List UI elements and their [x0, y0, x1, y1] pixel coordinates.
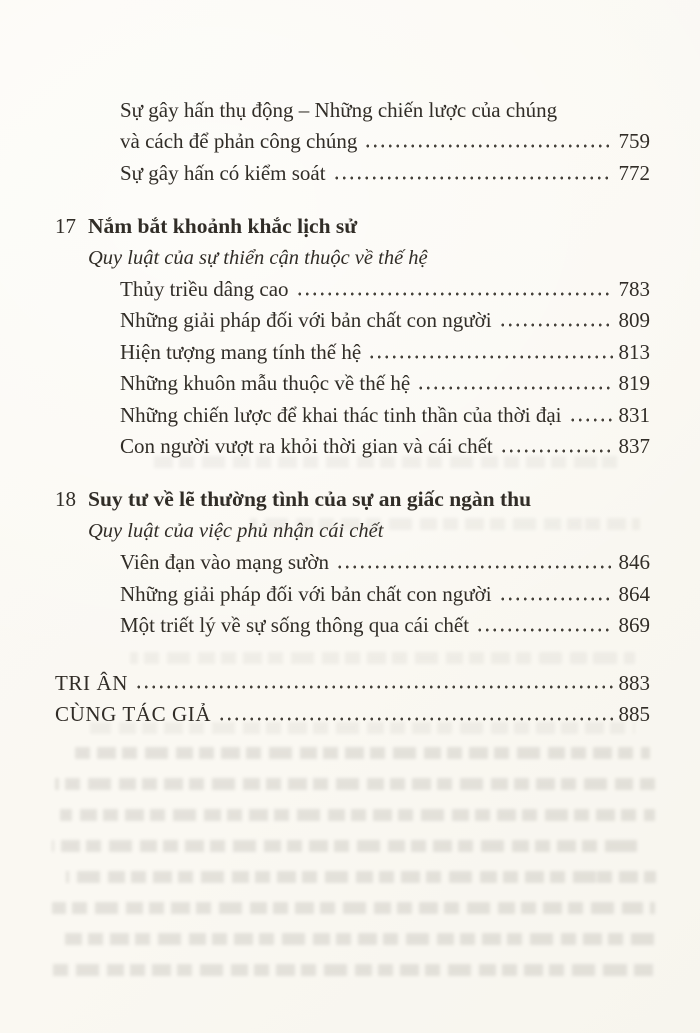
- toc-entry-label: Những khuôn mẫu thuộc về thế hệ: [120, 371, 411, 396]
- bleed-line: [60, 809, 655, 821]
- chapter-title: Nắm bắt khoảnh khắc lịch sử: [88, 214, 358, 239]
- bleed-line: [58, 933, 655, 945]
- dotted-leader: [499, 579, 613, 610]
- toc-entry-page: 864: [618, 581, 650, 606]
- toc-section-continuation: [55, 95, 650, 189]
- toc-entry-page: 837: [618, 434, 650, 459]
- dotted-leader: [500, 431, 613, 462]
- toc-entry: [55, 126, 650, 157]
- bleed-line: [52, 902, 655, 914]
- toc-entry-page: 772: [618, 160, 650, 185]
- toc-entry-page: 883: [618, 670, 650, 695]
- toc-entry-page: 885: [618, 701, 650, 726]
- toc-entry-page: 869: [618, 613, 650, 638]
- toc-entry: [55, 579, 650, 610]
- toc-entry-label: Những giải pháp đối với bản chất con người: [120, 308, 492, 333]
- dotted-leader: [476, 610, 612, 641]
- dotted-leader: [218, 699, 612, 730]
- table-of-contents: [55, 95, 650, 730]
- toc-entry-page: 759: [618, 129, 650, 154]
- dotted-leader: [417, 368, 612, 399]
- toc-entry-label: Hiện tượng mang tính thế hệ: [120, 339, 362, 364]
- dotted-leader: [569, 400, 613, 431]
- toc-entry: [55, 610, 650, 641]
- toc-entry-label: CÙNG TÁC GIẢ: [55, 701, 212, 726]
- dotted-leader: [333, 158, 613, 189]
- toc-entry: [55, 400, 650, 431]
- toc-entry-page: 846: [618, 550, 650, 575]
- toc-entry-label: Sự gây hấn có kiểm soát: [120, 160, 326, 185]
- toc-entry-label: TRI ÂN: [55, 670, 129, 695]
- toc-section-chapter-18: [55, 484, 650, 641]
- toc-entry-label: và cách để phản công chúng: [120, 129, 358, 154]
- dotted-leader: [135, 668, 612, 699]
- dotted-leader: [296, 274, 613, 305]
- toc-section-chapter-17: [55, 211, 650, 462]
- chapter-number: 18: [55, 487, 76, 512]
- bleed-line: [52, 840, 637, 852]
- toc-entry-label: Con người vượt ra khỏi thời gian và cái chết: [120, 434, 493, 459]
- chapter-subtitle: [55, 243, 650, 274]
- toc-entry-page: 813: [618, 339, 650, 364]
- toc-entry: [55, 158, 650, 189]
- chapter-title: Suy tư về lẽ thường tình của sự an giấc ngàn thu: [88, 487, 532, 512]
- chapter-number: 17: [55, 214, 76, 239]
- chapter-subtitle-text: Quy luật của việc phủ nhận cái chết: [88, 519, 384, 542]
- toc-entry-label: Một triết lý về sự sống thông qua cái chết: [120, 613, 470, 638]
- toc-entry-label: Viên đạn vào mạng sườn: [120, 550, 330, 575]
- toc-entry: [55, 547, 650, 578]
- toc-entry-page: 809: [618, 308, 650, 333]
- chapter-heading: [55, 484, 650, 515]
- toc-entry: [55, 699, 650, 730]
- toc-entry: [55, 368, 650, 399]
- dotted-leader: [364, 126, 612, 157]
- toc-entry: [55, 668, 650, 699]
- chapter-subtitle-text: Quy luật của sự thiển cận thuộc về thế hệ: [88, 246, 428, 269]
- toc-entry: [55, 431, 650, 462]
- toc-entry-page: 831: [618, 402, 650, 427]
- bleed-line: [75, 747, 650, 759]
- bleed-line: [52, 964, 658, 976]
- toc-entry-page: 783: [618, 277, 650, 302]
- toc-section-backmatter: [55, 668, 650, 731]
- toc-entry-label: Sự gây hấn thụ động – Những chiến lược của chúng: [120, 98, 558, 122]
- toc-entry-page: 819: [618, 371, 650, 396]
- dotted-leader: [336, 547, 612, 578]
- dotted-leader: [499, 305, 613, 336]
- toc-entry: [55, 274, 650, 305]
- toc-entry-label: Những giải pháp đối với bản chất con người: [120, 581, 492, 606]
- dotted-leader: [368, 337, 612, 368]
- toc-entry: [55, 305, 650, 336]
- chapter-subtitle: [55, 516, 650, 547]
- toc-entry: [55, 337, 650, 368]
- toc-entry: [55, 95, 650, 126]
- toc-entry-label: Những chiến lược để khai thác tinh thần của thời đại: [120, 402, 562, 427]
- bleed-line: [55, 778, 655, 790]
- toc-entry-label: Thủy triều dâng cao: [120, 277, 289, 302]
- chapter-heading: [55, 211, 650, 242]
- bleed-line: [66, 871, 656, 883]
